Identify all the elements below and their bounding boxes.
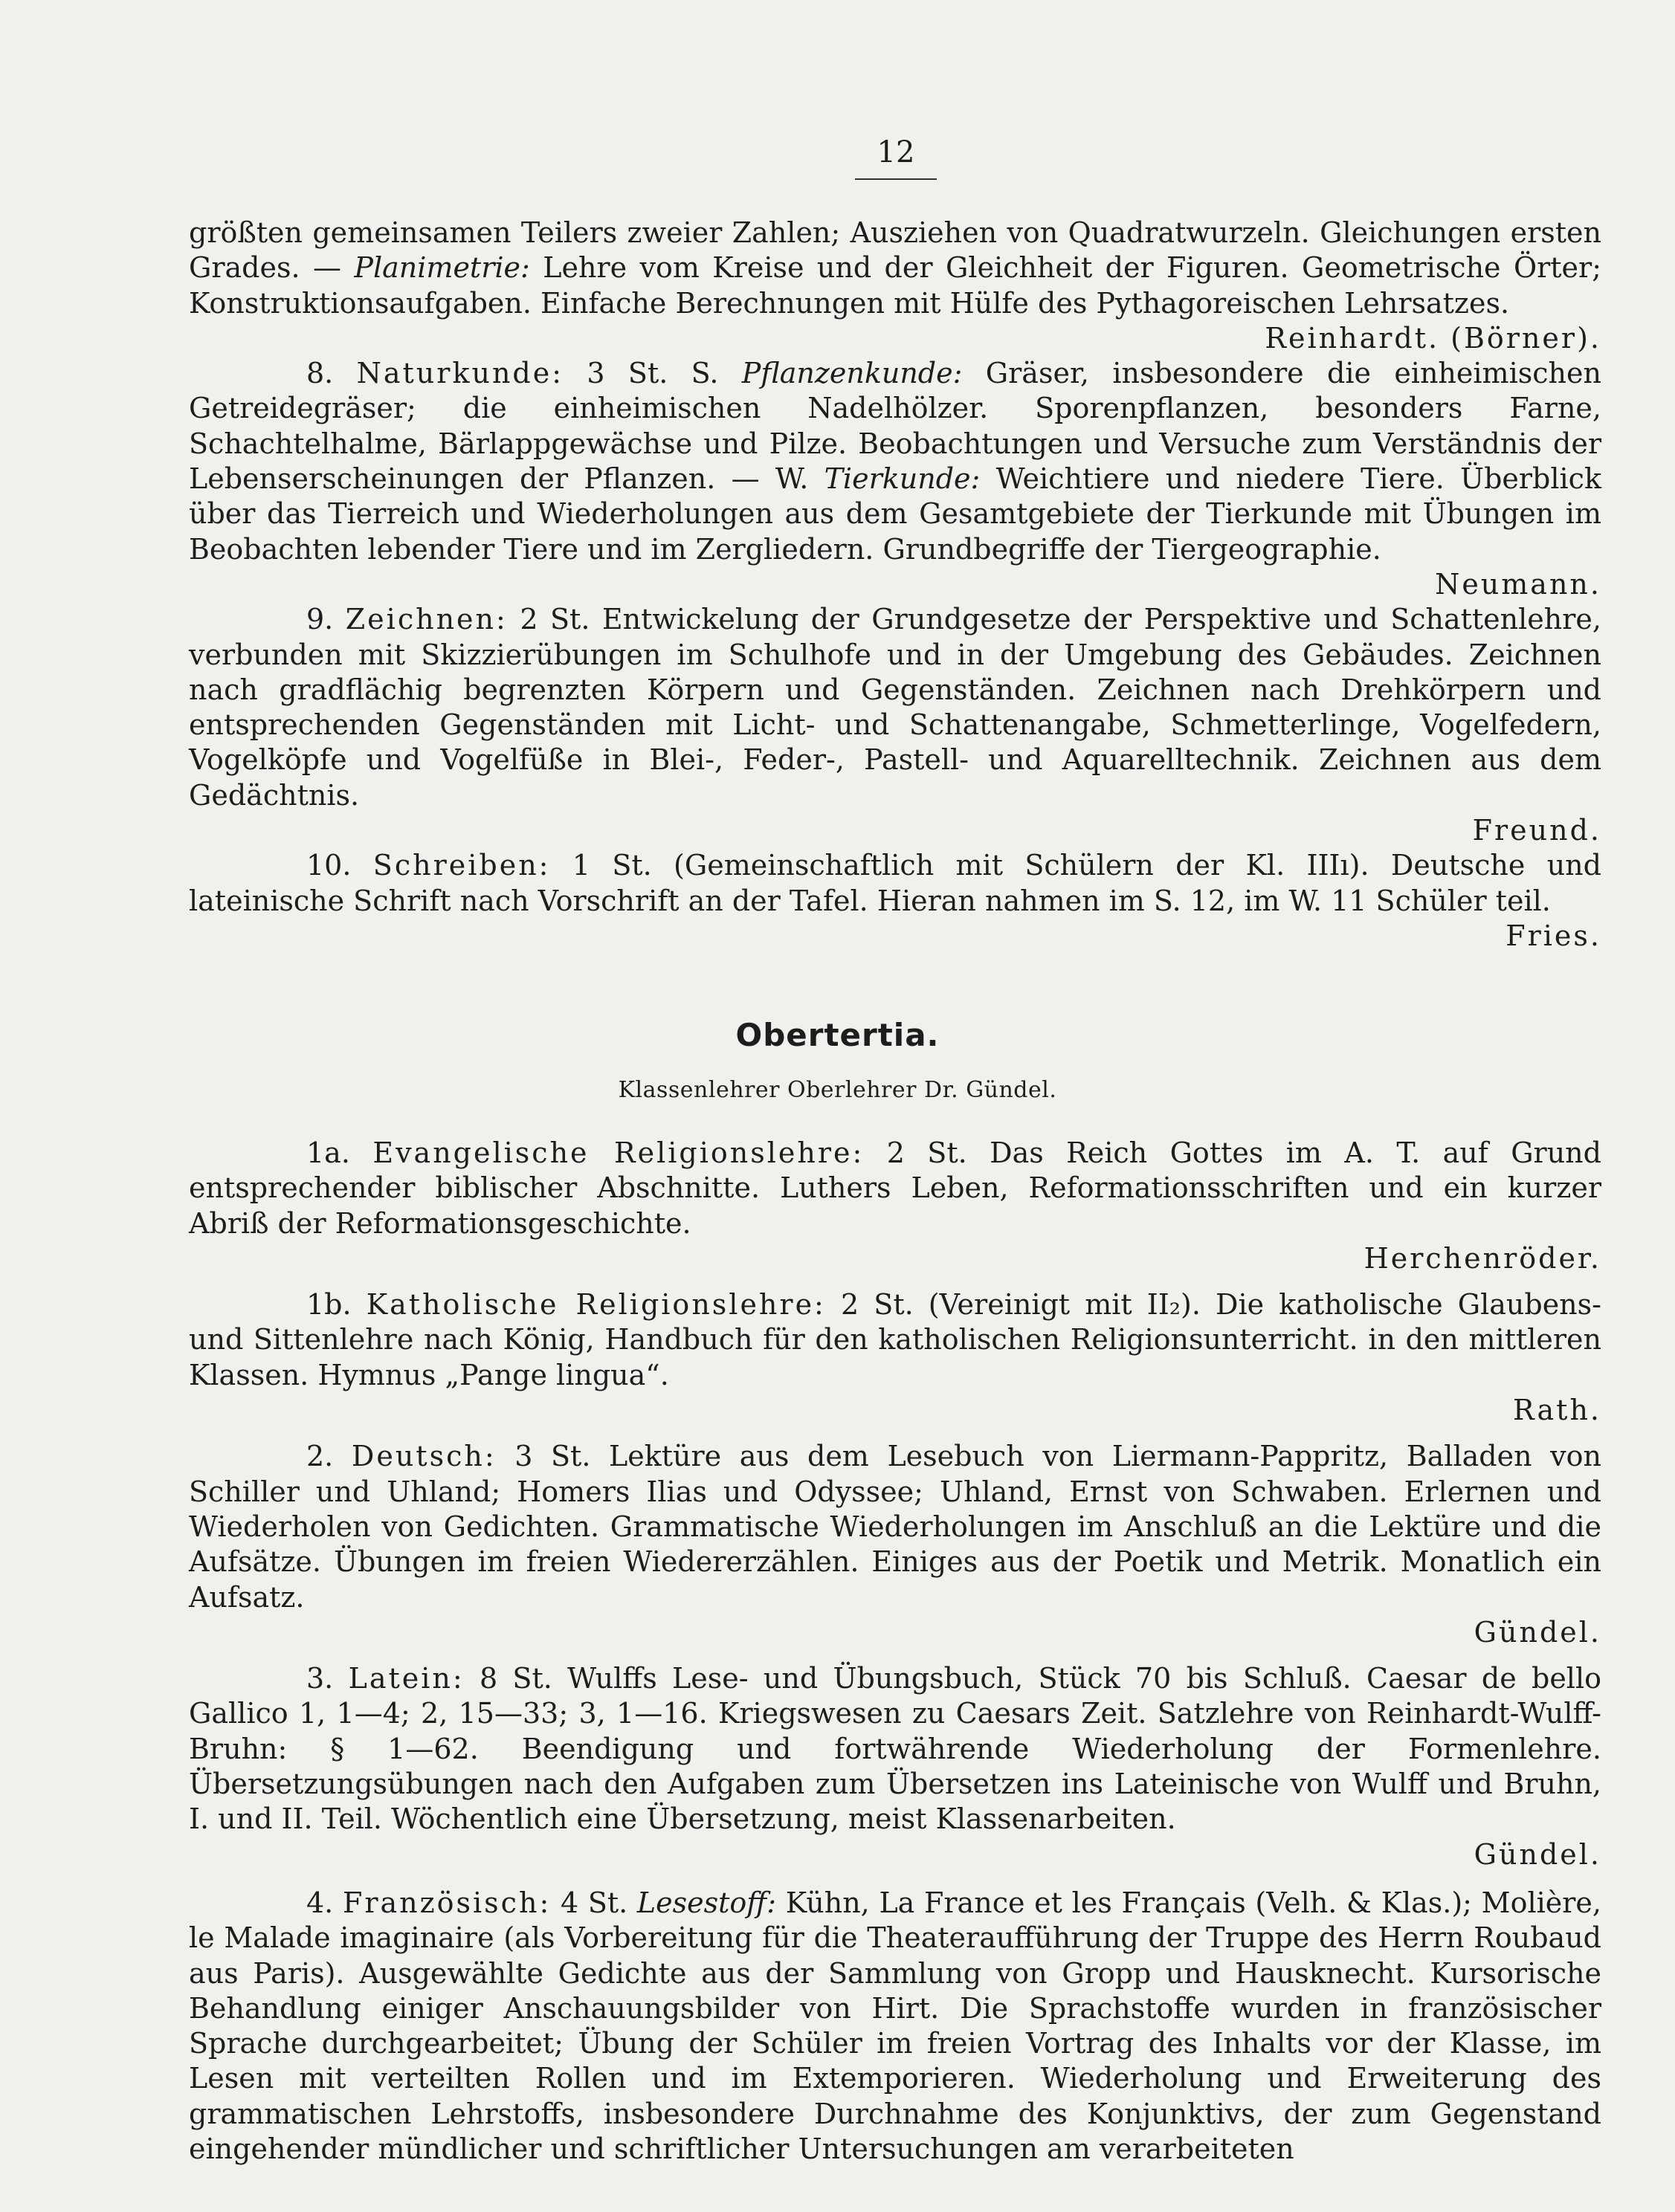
paragraph-zeichnen xyxy=(189,602,1601,813)
schreiben-subject: Schreiben: xyxy=(372,849,551,882)
lower-text-block xyxy=(189,1136,1601,2167)
item-text: Kühn, La France et les Français (Velh. & Klas.); Molière, le Malade imaginaire (als Vorbereitung für die Theateraufführung der Truppe des Herrn Roubaud aus Paris). Ausgewählte Gedichte aus der Sammlung von Gropp und Hausknecht. Kursorische Behandlung einiger Anschauungsbilder von Hirt. Die Sprachstoffe wurden in französischer Sprache durchgearbeitet; Übung der Schüler im freien Vortrag des Inhalts vor der Klasse, im Lesen mit verteilten Rollen und im Extemporieren. Wiederholung und Erweiterung des grammatischen Lehrstoffs, insbesondere Durchnahme des Konjunktivs, der zum Gegenstand eingehender mündlicher und schriftlicher Untersuchungen am verarbeiteten xyxy=(189,1886,1601,2166)
spacer xyxy=(189,1650,1601,1661)
item-subject: Katholische Religionslehre: xyxy=(366,1288,826,1322)
item-text: 2 St. Das Reich Gottes im A. T. auf Grund entsprechender biblischer Abschnitte. Luthers Leben, Reformationsschriften und ein kurzer Abriß der Reformationsgeschichte. xyxy=(189,1136,1601,1240)
item-number: 2. xyxy=(306,1440,334,1473)
paragraph-deutsch xyxy=(189,1439,1601,1614)
paragraph-schreiben xyxy=(189,848,1601,919)
upper-text-block xyxy=(189,216,1601,954)
spacer xyxy=(189,1276,1601,1287)
signature-rath: Rath. xyxy=(1513,1394,1601,1427)
paragraph-latein xyxy=(189,1661,1601,1837)
item-number: 4. xyxy=(306,1886,334,1919)
item-number: 1a. xyxy=(306,1136,350,1169)
schreiben-text: 1 St. (Gemeinschaftlich mit Schülern der Kl. IIIı). Deutsche und lateinische Schrift nach Vorschrift an der Tafel. Hieran nahmen im S. 12, im W. 11 Schüler teil. xyxy=(189,849,1601,917)
spacer xyxy=(189,1428,1601,1439)
signature-herchenroeder: Herchenröder. xyxy=(1363,1241,1601,1275)
naturkunde-text-1: Gräser, insbesondere die einheimischen Getreidegräser; die einheimischen Nadelhölzer. Sporenpflanzen, besonders Farne, Schachtelhalme, Bärlappgewächse und Pilze. Beobachtungen und Versuche zum Verständnis der Lebenserscheinungen der Pflanzen. — W. xyxy=(189,357,1601,496)
signature-freund: Freund. xyxy=(1472,814,1601,847)
mathematik-text: größten gemeinsamen Teilers zweier Zahlen; Ausziehen von Quadratwurzeln. Gleichungen ersten Grades. — xyxy=(189,216,1601,285)
zeichnen-number: 9. xyxy=(306,603,334,636)
zeichnen-text: 2 St. Entwickelung der Grundgesetze der Perspektive und Schattenlehre, verbunden mit Skizzierübungen im Schulhofe und in der Umgebung des Gebäudes. Zeichnen nach gradflächig begrenzten Körpern und Gegenständen. Zeichnen nach Drehkörpern und entsprechenden Gegenständen mit Licht- und Schattenangabe, Schmetterlinge, Vogelfedern, Vogelköpfe und Vogelfüße in Blei-, Feder-, Pastell- und Aquarelltechnik. Zeichnen aus dem Gedächtnis. xyxy=(189,603,1601,812)
paragraph-franzoesisch xyxy=(189,1886,1601,2167)
signature-guendel-1: Gündel. xyxy=(1474,1615,1601,1649)
paragraph-kath-religion xyxy=(189,1287,1601,1393)
naturkunde-subject: Naturkunde: xyxy=(356,357,564,390)
naturkunde-text-2: Weichtiere und niedere Tiere. Überblick über das Tierreich und Wiederholungen aus dem Gesamtgebiete der Tierkunde mit Übungen im Beobachten lebender Tiere und im Zergliedern. Grundbegriffe der Tiergeographie. xyxy=(189,462,1601,566)
item-subject: Evangelische Religionslehre: xyxy=(372,1136,865,1169)
tierkunde-label: Tierkunde: xyxy=(824,462,981,496)
mathematik-rest: Lehre vom Kreise und der Gleichheit der Figuren. Geometrische Örter; Konstruktionsaufgaben. Einfache Berechnungen mit Hülfe des Pythagoreischen Lehrsatzes. xyxy=(189,251,1602,320)
zeichnen-subject: Zeichnen: xyxy=(345,603,508,636)
section-title: Obertertia. xyxy=(735,1017,940,1053)
signature-reinhardt: Reinhardt. (Börner). xyxy=(1265,321,1601,355)
paragraph-mathematik xyxy=(189,216,1601,321)
item-number: 3. xyxy=(306,1662,334,1695)
signature-guendel-2: Gündel. xyxy=(1474,1837,1601,1871)
naturkunde-number: 8. xyxy=(306,357,334,390)
section-subtitle: Klassenlehrer Oberlehrer Dr. Gündel. xyxy=(618,1077,1057,1103)
naturkunde-hours: 3 St. S. xyxy=(587,357,719,390)
planimetrie-label: Planimetrie: xyxy=(354,251,530,285)
item-subject: Latein: xyxy=(348,1662,465,1695)
schreiben-number: 10. xyxy=(306,849,352,882)
item-text: 3 St. Lektüre aus dem Lesebuch von Liermann-Pappritz, Balladen von Schiller und Uhland; Homers Ilias und Odyssee; Uhland, Ernst von Schwaben. Erlernen und Wiederholen von Gedichten. Grammatische Wiederholungen im Anschluß an die Lektüre und die Aufsätze. Übungen im freien Wiedererzählen. Einiges aus der Poetik und Metrik. Monatlich ein Aufsatz. xyxy=(189,1440,1601,1614)
item-subject: Französisch: xyxy=(342,1886,552,1919)
lesestoff-label: Lesestoff: xyxy=(636,1886,776,1919)
paragraph-ev-religion xyxy=(189,1136,1601,1241)
signature-fries: Fries. xyxy=(1505,919,1601,952)
spacer xyxy=(189,1872,1601,1886)
franzoesisch-hours: 4 St. xyxy=(551,1886,637,1919)
signature-neumann: Neumann. xyxy=(1435,567,1601,601)
item-text: 2 St. (Vereinigt mit II₂). Die katholische Glaubens- und Sittenlehre nach König, Handbuch für den katholischen Religionsunterricht. in den mittleren Klassen. Hymnus „Pange lingua“. xyxy=(189,1288,1601,1391)
item-number: 1b. xyxy=(306,1288,352,1322)
item-subject: Deutsch: xyxy=(351,1440,497,1473)
item-text: 8 St. Wulffs Lese- und Übungsbuch, Stück 70 bis Schluß. Caesar de bello Gallico 1, 1—4; 2, 15—33; 3, 1—16. Kriegswesen zu Caesars Zeit. Satzlehre von Reinhardt-Wulff-Bruhn: § 1—62. Beendigung und fortwährende Wiederholung der Formenlehre. Übersetzungsübungen nach den Aufgaben zum Übersetzen ins Lateinische von Wulff und Bruhn, I. und II. Teil. Wöchentlich eine Übersetzung, meist Klassenarbeiten. xyxy=(189,1662,1601,1836)
page-number: 12 xyxy=(855,135,937,180)
paragraph-naturkunde xyxy=(189,356,1601,567)
pflanzenkunde-label: Pflanzenkunde: xyxy=(741,357,963,390)
